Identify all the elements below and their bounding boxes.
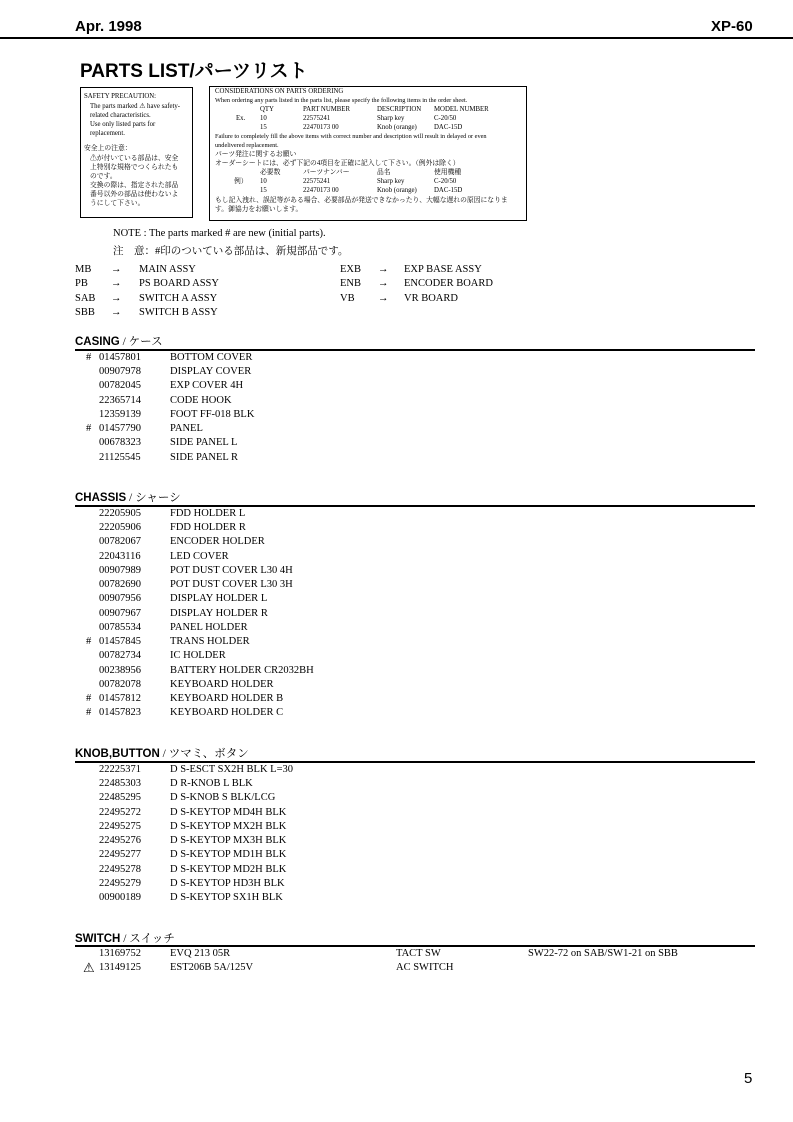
order-cell: 22575241 [303, 115, 331, 122]
part-description: EVQ 213 05R [170, 948, 231, 959]
part-description: FOOT FF-018 BLK [170, 409, 255, 420]
part-number: 00782045 [99, 380, 141, 391]
order-cell: 10 [260, 115, 267, 122]
order-jp-cell: Knob (orange) [377, 187, 417, 194]
safety-line: The parts marked ⚠ have safety- [90, 103, 181, 110]
order-cell: DAC-15D [434, 124, 463, 131]
part-number: 00907956 [99, 593, 141, 604]
part-description: SIDE PANEL R [170, 452, 239, 463]
order-jp-col: パーツナンバー [303, 169, 350, 176]
order-ex-label: Ex. [236, 115, 246, 122]
part-number: 01457790 [99, 423, 141, 434]
part-description: SIDE PANEL L [170, 437, 238, 448]
section-rule [75, 349, 755, 351]
part-number: 01457812 [99, 693, 141, 704]
part-description: KEYBOARD HOLDER C [170, 707, 284, 718]
abbr-name: VR BOARD [404, 293, 458, 304]
note-jp: 注 意：#印のついている部品は、新規部品です。 [113, 246, 349, 257]
abbr-name: MAIN ASSY [139, 264, 196, 275]
safety-jp-line: のです。 [90, 173, 117, 180]
part-number: 00900189 [99, 892, 141, 903]
part-description: KEYBOARD HOLDER [170, 679, 274, 690]
arrow-icon: → [111, 293, 122, 304]
part-number: 22205905 [99, 508, 141, 519]
part-description-2: TACT SW [396, 948, 441, 959]
part-description: IC HOLDER [170, 650, 226, 661]
part-description: D S-KEYTOP MX2H BLK [170, 821, 287, 832]
order-cell: C-20/50 [434, 115, 457, 122]
part-number: 00785534 [99, 622, 141, 633]
order-jp-head: パーツ発注に関するお願い [215, 151, 297, 158]
part-description: D S-KEYTOP MD4H BLK [170, 807, 287, 818]
order-intro: When ordering any parts listed in the parts list, please specify the following items in the order sheet. [215, 97, 468, 104]
part-number: 22495279 [99, 878, 141, 889]
part-number: 00782067 [99, 536, 141, 547]
order-jp-cell: DAC-15D [434, 187, 463, 194]
part-description: D S-ESCT SX2H BLK L=30 [170, 764, 293, 775]
part-description: POT DUST COVER L30 4H [170, 565, 293, 576]
safety-line: related characteristics. [90, 112, 151, 119]
part-number: 22495276 [99, 835, 141, 846]
part-number: 00782734 [99, 650, 141, 661]
abbr-code: EXB [340, 264, 361, 275]
section-heading-casing: CASING / ケース [75, 336, 163, 348]
part-number: 00782690 [99, 579, 141, 590]
part-description: D S-KEYTOP MD1H BLK [170, 849, 287, 860]
order-col: PART NUMBER [303, 106, 350, 113]
part-number: 22043116 [99, 551, 141, 562]
new-part-mark: # [86, 707, 92, 718]
arrow-icon: → [111, 278, 122, 289]
order-col: MODEL NUMBER [434, 106, 489, 113]
part-description: CODE HOOK [170, 395, 232, 406]
order-fail: undelivered replacement. [215, 142, 279, 149]
part-description: D S-KEYTOP MX3H BLK [170, 835, 287, 846]
safety-head: SAFETY PRECAUTION: [84, 93, 157, 100]
safety-jp-line: 交換の際は、指定された部品 [90, 182, 179, 189]
order-jp-col: 必要数 [260, 169, 281, 176]
abbr-name: SWITCH B ASSY [139, 307, 218, 318]
part-number: 13169752 [99, 948, 141, 959]
abbr-name: PS BOARD ASSY [139, 278, 219, 289]
order-jp-cell: Sharp key [377, 178, 405, 185]
order-col: DESCRIPTION [377, 106, 422, 113]
order-jp-fail: もし記入洩れ、誤記等がある場合、必要部品が発送できなかったり、大幅な遅れの原因になりま [215, 197, 508, 204]
order-jp-cell: C-20/50 [434, 178, 457, 185]
safety-jp-line: ⚠が付いている部品は、安全 [90, 155, 179, 162]
section-rule [75, 945, 755, 947]
section-rule [75, 761, 755, 763]
order-jp-ex-label: 例） [234, 178, 248, 185]
part-number: 00238956 [99, 665, 141, 676]
part-number: 22495277 [99, 849, 141, 860]
part-description: EST206B 5A/125V [170, 962, 254, 973]
part-description: D S-KEYTOP SX1H BLK [170, 892, 283, 903]
order-cell: Sharp key [377, 115, 405, 122]
order-jp-intro: オーダーシートには、必ず下記の4項目を正確に記入して下さい。（例外は除く） [215, 160, 460, 167]
order-jp-cell: 15 [260, 187, 267, 194]
part-description: EXP COVER 4H [170, 380, 244, 391]
page-number: 5 [744, 1070, 753, 1087]
new-part-mark: # [86, 636, 92, 647]
part-description: DISPLAY COVER [170, 366, 252, 377]
part-location: SW22-72 on SAB/SW1-21 on SBB [528, 948, 678, 959]
abbr-code: MB [75, 264, 92, 275]
abbr-name: ENCODER BOARD [404, 278, 493, 289]
part-number: 01457801 [99, 352, 141, 363]
part-number: 22485303 [99, 778, 141, 789]
part-number: 00782078 [99, 679, 141, 690]
order-jp-cell: 22470173 00 [303, 187, 339, 194]
page-title: PARTS LIST/パーツリスト [80, 61, 308, 82]
part-number: 00907989 [99, 565, 141, 576]
part-number: 12359139 [99, 409, 141, 420]
part-number: 13149125 [99, 962, 141, 973]
order-jp-fail: す。御協力をお願いします。 [215, 206, 303, 213]
part-description: FDD HOLDER R [170, 522, 246, 533]
order-jp-col: 使用機種 [434, 169, 462, 176]
part-description: POT DUST COVER L30 3H [170, 579, 293, 590]
order-cell: Knob (orange) [377, 124, 417, 131]
safety-jp-line: 上特別な規格でつくられたも [90, 164, 179, 171]
part-number: 00907978 [99, 366, 141, 377]
part-number: 22365714 [99, 395, 141, 406]
order-jp-col: 品名 [377, 169, 391, 176]
order-jp-cell: 10 [260, 178, 267, 185]
note-en: NOTE : The parts marked # are new (initial parts). [113, 228, 326, 239]
part-description: D S-KEYTOP HD3H BLK [170, 878, 285, 889]
order-cell: 15 [260, 124, 267, 131]
part-number: 22495278 [99, 864, 141, 875]
part-number: 22205906 [99, 522, 141, 533]
arrow-icon: → [378, 293, 389, 304]
order-fail: Failure to completely fill the above items with correct number and description will result in delayed or even [215, 133, 487, 140]
safety-jp-line: うにして下さい。 [90, 200, 145, 207]
order-col: QTY [260, 106, 274, 113]
part-description: DISPLAY HOLDER L [170, 593, 268, 604]
section-heading-chassis: CHASSIS / シャーシ [75, 492, 181, 504]
arrow-icon: → [111, 307, 122, 318]
part-description: TRANS HOLDER [170, 636, 250, 647]
new-part-mark: # [86, 693, 92, 704]
part-description: LED COVER [170, 551, 229, 562]
order-jp-cell: 22575241 [303, 178, 331, 185]
part-description: ENCODER HOLDER [170, 536, 265, 547]
part-description: BATTERY HOLDER CR2032BH [170, 665, 314, 676]
new-part-mark: # [86, 423, 92, 434]
abbr-name: EXP BASE ASSY [404, 264, 482, 275]
arrow-icon: → [378, 264, 389, 275]
part-description: PANEL HOLDER [170, 622, 248, 633]
part-description: KEYBOARD HOLDER B [170, 693, 284, 704]
part-number: 01457845 [99, 636, 141, 647]
part-number: 22495275 [99, 821, 141, 832]
part-number: 00678323 [99, 437, 141, 448]
ordering-box [209, 86, 527, 221]
part-description: D S-KEYTOP MD2H BLK [170, 864, 287, 875]
order-cell: 22470173 00 [303, 124, 339, 131]
part-number: 01457823 [99, 707, 141, 718]
part-number: 00907967 [99, 608, 141, 619]
header-model: XP-60 [711, 18, 753, 35]
header-date: Apr. 1998 [75, 18, 142, 35]
part-description: DISPLAY HOLDER R [170, 608, 268, 619]
part-description: D S-KNOB S BLK/LCG [170, 792, 276, 803]
abbr-code: ENB [340, 278, 361, 289]
abbr-name: SWITCH A ASSY [139, 293, 218, 304]
header-rule [0, 37, 793, 39]
abbr-code: SAB [75, 293, 96, 304]
part-description: D R-KNOB L BLK [170, 778, 253, 789]
part-description: BOTTOM COVER [170, 352, 253, 363]
section-heading-switch: SWITCH / スイッチ [75, 933, 175, 945]
part-number: 22485295 [99, 792, 141, 803]
arrow-icon: → [111, 264, 122, 275]
new-part-mark: # [86, 352, 92, 363]
safety-jp-line: 番号以外の部品は使わないよ [90, 191, 179, 198]
abbr-code: PB [75, 278, 88, 289]
part-description: PANEL [170, 423, 203, 434]
section-rule [75, 505, 755, 507]
part-number: 22225371 [99, 764, 141, 775]
safety-jp-head: 安全上の注意： [84, 145, 132, 152]
safety-line: Use only listed parts for [90, 121, 156, 128]
abbr-code: SBB [75, 307, 95, 318]
part-description: FDD HOLDER L [170, 508, 246, 519]
part-description-2: AC SWITCH [396, 962, 454, 973]
safety-line: replacement. [90, 130, 125, 137]
abbr-code: VB [340, 293, 355, 304]
part-number: 21125545 [99, 452, 141, 463]
section-heading-knob-button: KNOB,BUTTON / ツマミ、ボタン [75, 748, 249, 760]
part-number: 22495272 [99, 807, 141, 818]
arrow-icon: → [378, 278, 389, 289]
safety-box [80, 87, 193, 218]
order-head: CONSIDERATIONS ON PARTS ORDERING [215, 88, 344, 95]
warning-triangle-icon: ⚠ [83, 960, 95, 975]
